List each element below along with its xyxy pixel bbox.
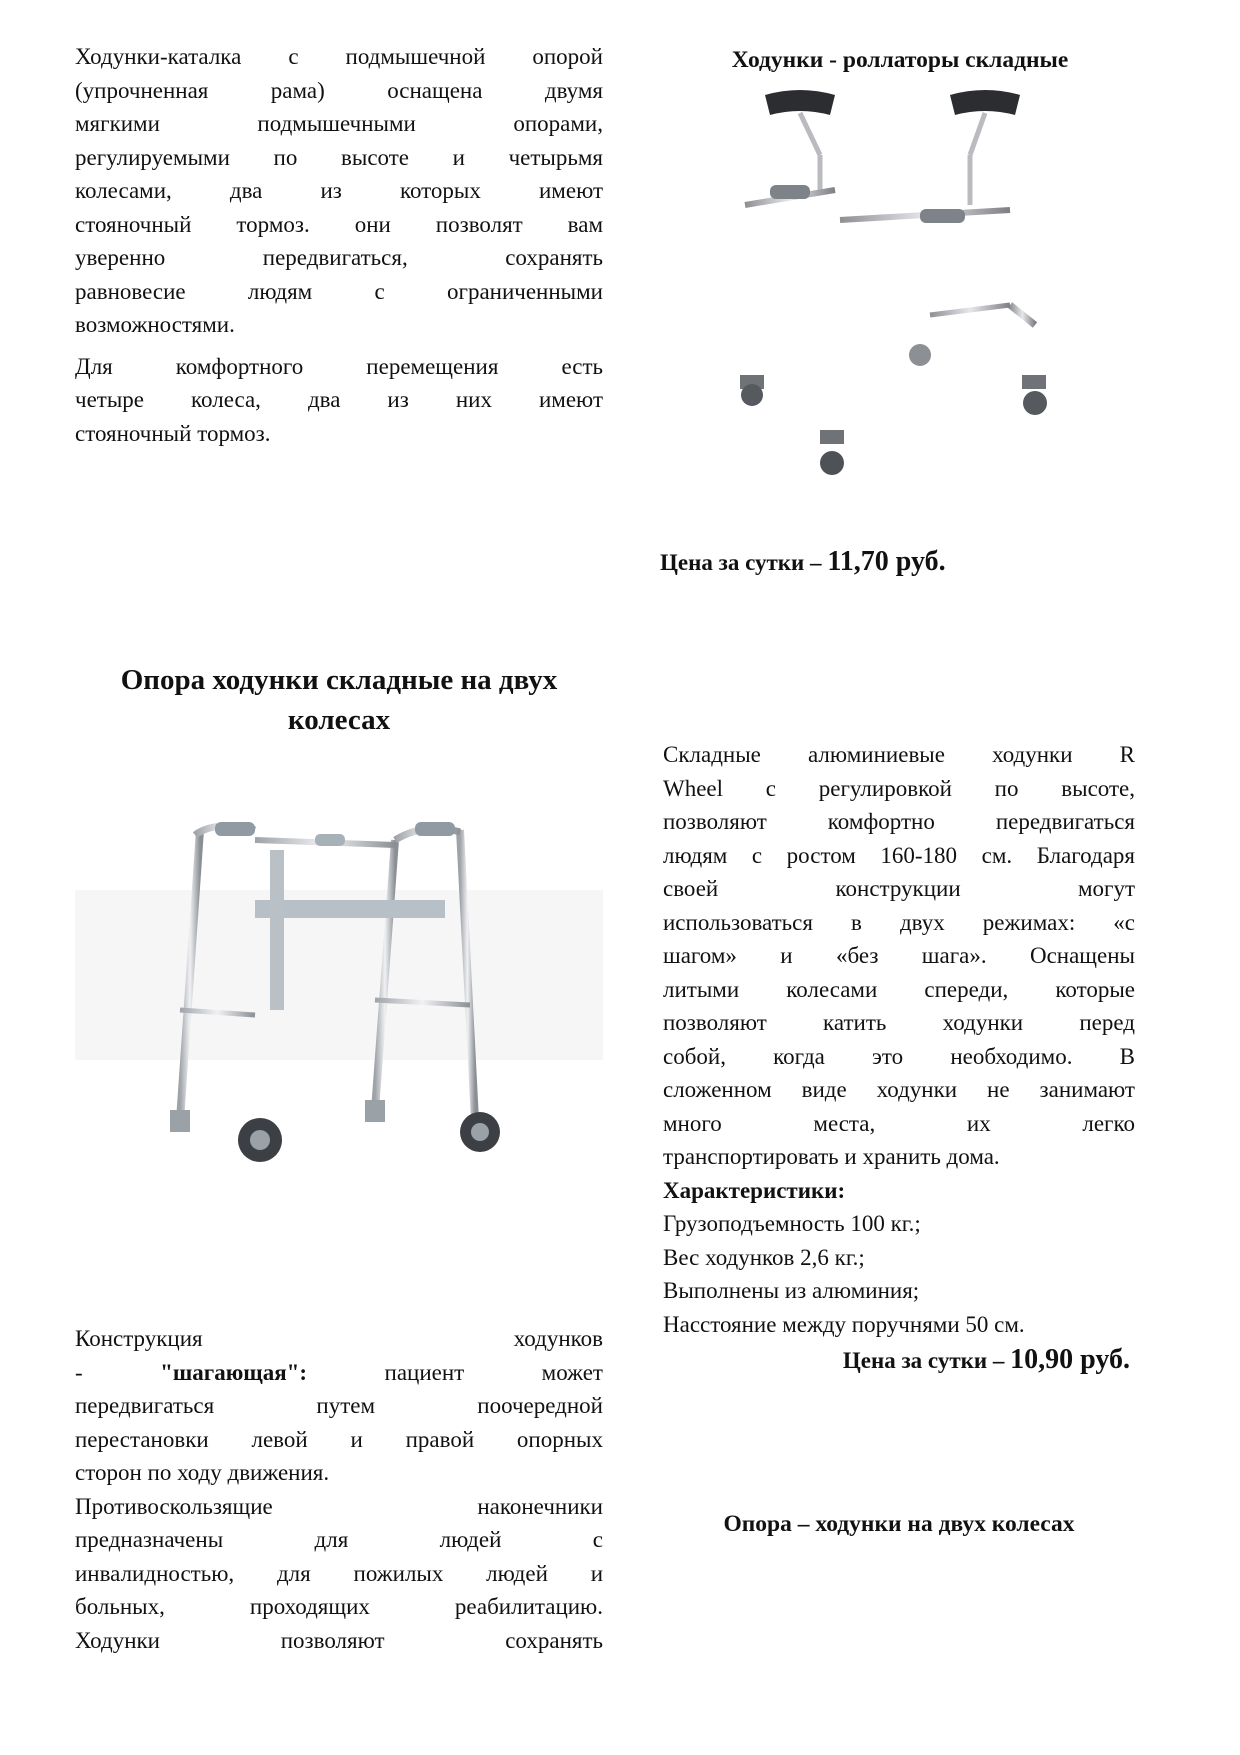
- text-line: Для комфортного перемещения есть: [75, 353, 603, 379]
- walking-walker-text: [75, 1322, 603, 1657]
- two-wheel-walker-photo: [75, 760, 603, 1200]
- heading-line: Опора ходунки складные на двух: [120, 664, 558, 696]
- text-line: (упрочненная рама) оснащена двумя: [75, 77, 603, 103]
- price-value: 10,90 руб.: [1010, 1344, 1130, 1375]
- text-line: предназначены для людей с: [75, 1527, 603, 1552]
- rollator-description: [75, 40, 603, 342]
- text-line: [75, 1356, 603, 1390]
- text-line: мягкими подмышечными опорами,: [75, 111, 603, 136]
- text-line: позволяют комфортно передвигаться: [663, 809, 1135, 834]
- two-wheel-support-title: Опора – ходунки на двух колесах: [723, 1511, 1075, 1537]
- text-line: стояночный тормоз. они позволят вам: [75, 211, 603, 237]
- text-fragment: -: [75, 1359, 161, 1385]
- heading-line: колесах: [287, 704, 391, 736]
- text-line: Ходунки позволяют сохранять: [75, 1627, 603, 1653]
- anti-slip-description: [75, 1490, 603, 1658]
- text-line: уверенно передвигаться, сохранять: [75, 245, 603, 270]
- price-label: Цена за сутки –: [842, 1348, 1011, 1373]
- spec-item: Насстояние между поручнями 50 см.: [663, 1311, 1025, 1337]
- text-line: передвигаться путем поочередной: [75, 1393, 603, 1418]
- text-line: транспортировать и хранить дома.: [663, 1144, 1000, 1169]
- text-line: инвалидностью, для пожилых людей и: [75, 1560, 603, 1586]
- text-line: Ходунки-каталка с подмышечной опорой: [75, 44, 603, 69]
- text-line: людям с ростом 160-180 см. Благодаря: [663, 842, 1135, 868]
- text-line: регулируемыми по высоте и четырьмя: [75, 144, 603, 170]
- text-line: шагом» и «без шага». Оснащены: [663, 943, 1135, 968]
- text-line: Противоскользящие наконечники: [75, 1493, 603, 1519]
- construction-description: [75, 1322, 603, 1490]
- text-line: Складные алюминиевые ходунки R: [663, 742, 1135, 767]
- walking-type-term: "шагающая":: [160, 1359, 308, 1385]
- aluminium-walker-price: [663, 1343, 1135, 1378]
- rollator-title: Ходунки - роллаторы складные: [731, 47, 1069, 73]
- text-line: больных, проходящих реабилитацию.: [75, 1594, 603, 1619]
- spec-item: Вес ходунков 2,6 кг.;: [663, 1244, 865, 1270]
- text-line: собой, когда это необходимо. В: [663, 1043, 1135, 1069]
- text-line: равновесие людям с ограниченными: [75, 278, 603, 304]
- specs-title: Характеристики:: [663, 1177, 846, 1203]
- text-line: Wheel с регулировкой по высоте,: [663, 775, 1135, 801]
- text-line: сложенном виде ходунки не занимают: [663, 1077, 1135, 1102]
- text-line: колесами, два из которых имеют: [75, 178, 603, 203]
- wheels-description: [75, 350, 603, 451]
- text-line: перестановки левой и правой опорных: [75, 1426, 603, 1452]
- intro-text-block: [75, 40, 603, 450]
- text-line: много места, их легко: [663, 1110, 1135, 1136]
- spec-item: Выполнены из алюминия;: [663, 1278, 920, 1303]
- text-line: возможностями.: [75, 312, 235, 337]
- text-line: стояночный тормоз.: [75, 420, 271, 446]
- rollator-walker-photo: [670, 85, 1130, 535]
- text-line: четыре колеса, два из них имеют: [75, 387, 603, 412]
- text-fragment: пациент может: [307, 1359, 603, 1385]
- aluminium-walker-text: [663, 738, 1135, 1378]
- text-line: своей конструкции могут: [663, 876, 1135, 901]
- text-line: Конструкция ходунков: [75, 1326, 603, 1351]
- text-line: сторон по ходу движения.: [75, 1460, 330, 1485]
- spec-item: Грузоподъемность 100 кг.;: [663, 1211, 921, 1236]
- price-value: 11,70 руб.: [827, 546, 946, 577]
- rollator-price: [660, 545, 1140, 580]
- text-line: литыми колесами спереди, которые: [663, 976, 1135, 1002]
- text-line: позволяют катить ходунки перед: [663, 1010, 1135, 1035]
- price-label: Цена за сутки –: [660, 550, 828, 575]
- two-wheel-walker-heading: [75, 660, 603, 740]
- text-line: использоваться в двух режимах: «с: [663, 909, 1135, 935]
- aluminium-walker-description: [663, 738, 1135, 1174]
- specs-list: [663, 1207, 1135, 1341]
